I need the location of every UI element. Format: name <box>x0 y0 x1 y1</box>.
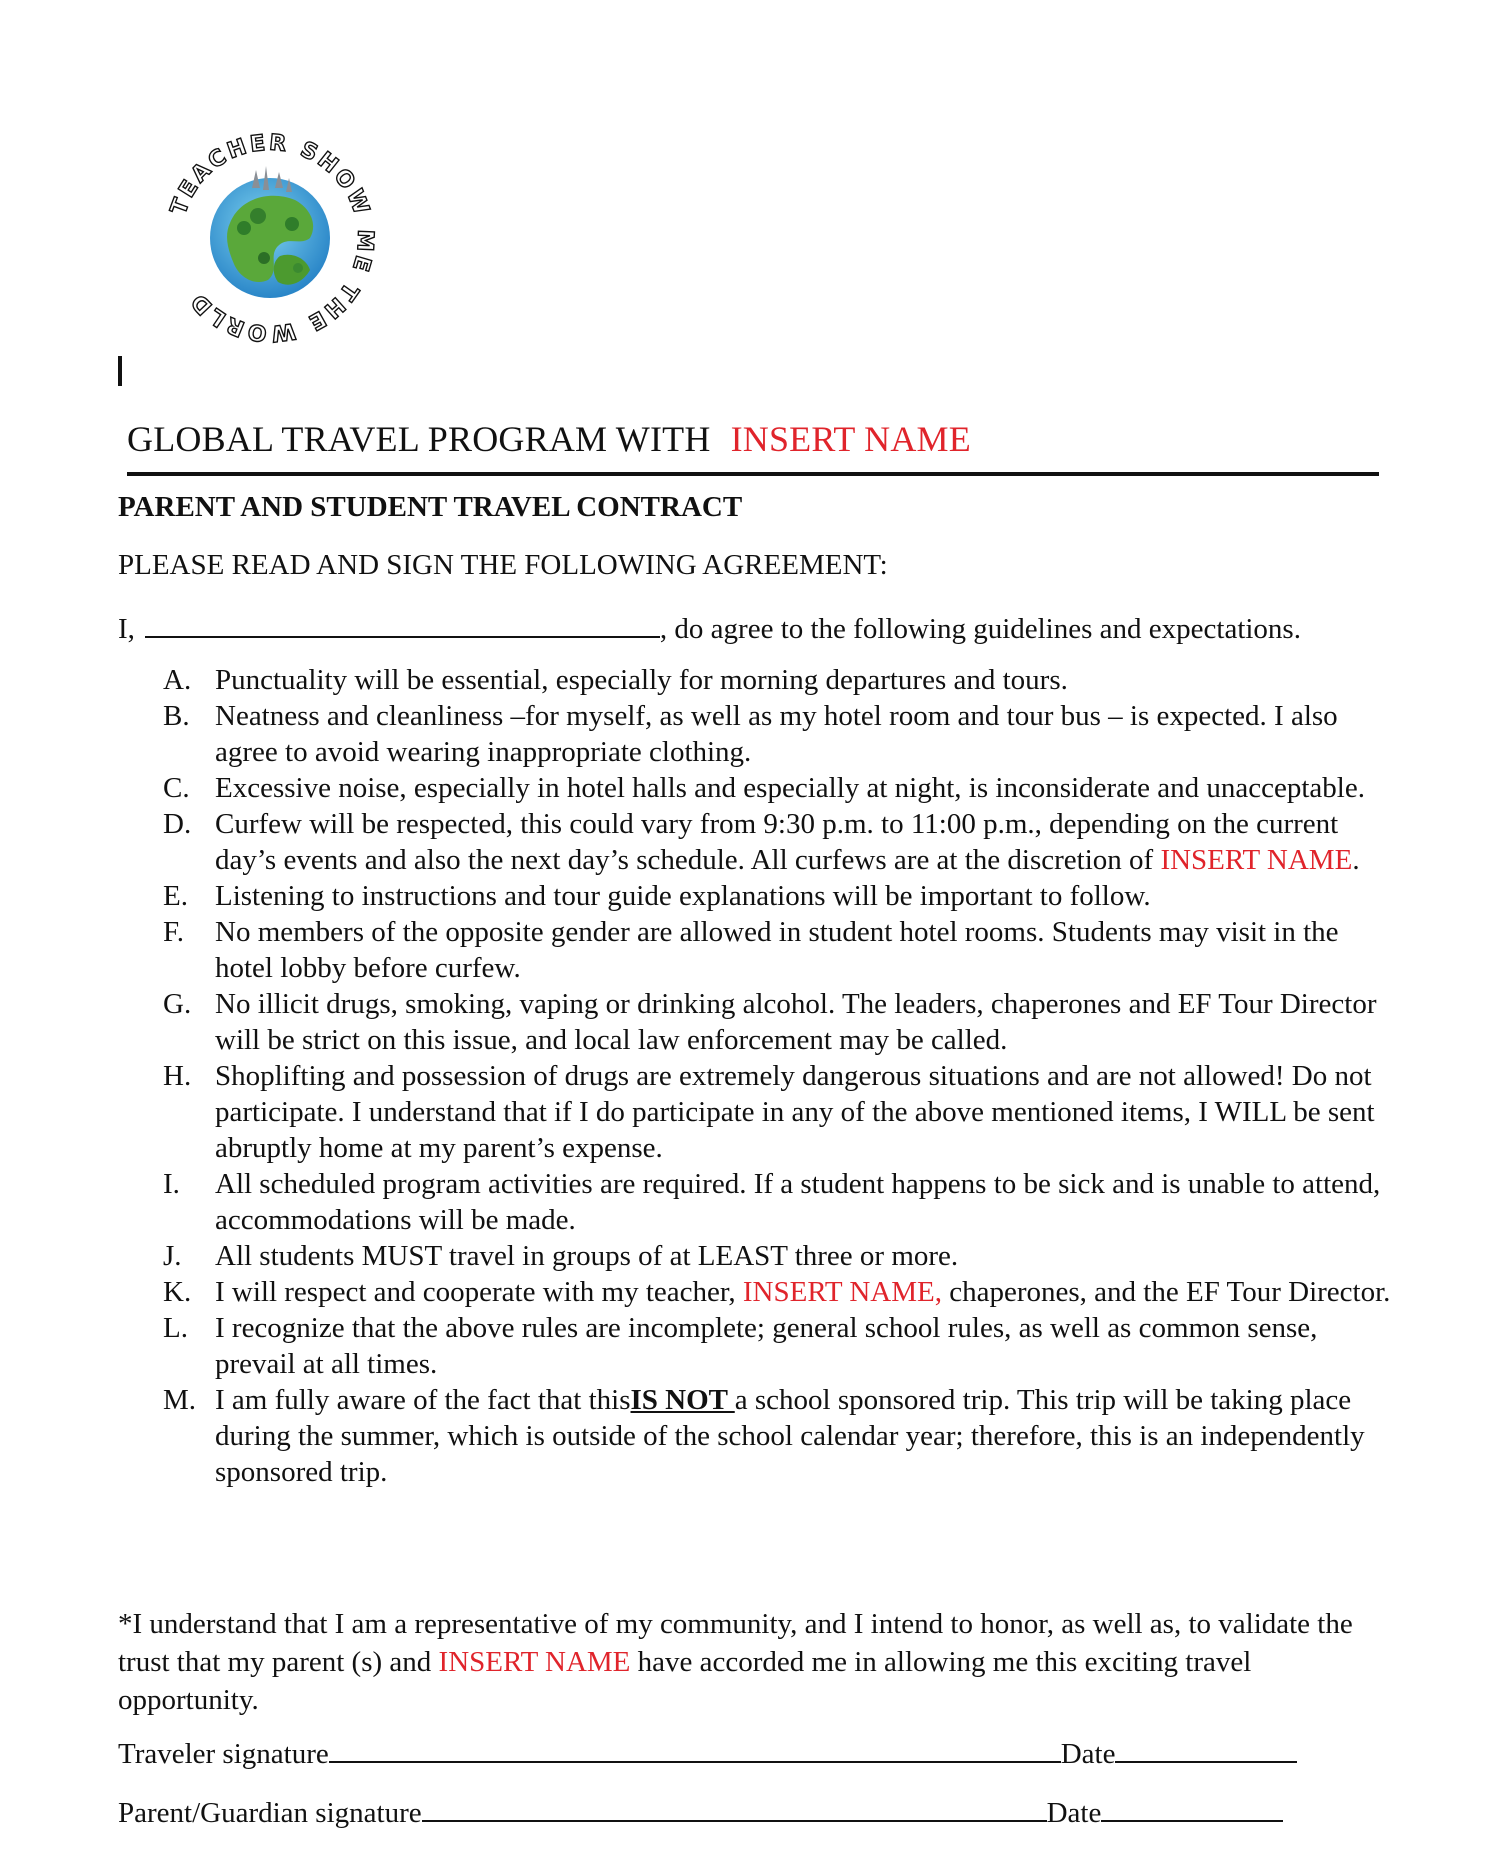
rule-text: No members of the opposite gender are allowed in student hotel rooms. Students may visit in the hotel lobby before curfew. <box>215 916 1339 984</box>
rule-text-after: . <box>1352 844 1360 876</box>
list-item <box>163 662 1393 698</box>
title-text: GLOBAL TRAVEL PROGRAM WITH <box>127 419 711 459</box>
rule-text-after: a school sponsored trip. This trip will be taking place during the summer, which is outside of the school calendar year; therefore, this is an independently sponsored trip. <box>215 1384 1365 1488</box>
list-item <box>163 770 1393 806</box>
instruction-text: PLEASE READ AND SIGN THE FOLLOWING AGREEMENT: <box>118 549 888 581</box>
rule-text: Curfew will be respected, this could vary from 9:30 p.m. to 11:00 p.m., depending on the current day’s events and also the next day’s schedule. All curfews are at the discretion of <box>215 808 1339 876</box>
list-item <box>163 698 1393 770</box>
rule-letter: A. <box>163 664 192 696</box>
rule-text: Shoplifting and possession of drugs are extremely dangerous situations and are not allowed! Do not participate. I understand that if I do participate in any of the above mentioned items, I WILL be sent abruptly home at my parent’s expense. <box>215 1060 1375 1164</box>
globe-icon <box>160 128 380 348</box>
title-insert-name: INSERT NAME <box>730 419 971 459</box>
rules-list <box>163 662 1393 1490</box>
text-cursor <box>118 356 122 386</box>
list-item <box>163 914 1393 986</box>
parent-signature-row <box>118 1792 1283 1830</box>
name-blank-field[interactable] <box>145 608 660 638</box>
date-label: Date <box>1046 1797 1102 1829</box>
rule-letter: H. <box>163 1060 192 1092</box>
closing-text: *I understand that I am a representative of my community, and I intend to honor, as well as, to validate the trust that my parent (s) and <box>118 1608 1353 1678</box>
agreement-suffix: , do agree to the following guidelines and expectations. <box>659 613 1301 645</box>
parent-signature-label: Parent/Guardian signature <box>118 1797 422 1829</box>
rule-letter: K. <box>163 1276 192 1308</box>
rule-text: No illicit drugs, smoking, vaping or drinking alcohol. The leaders, chaperones and EF Tour Director will be strict on this issue, and local law enforcement may be called. <box>215 988 1377 1056</box>
closing-paragraph <box>118 1605 1398 1719</box>
rule-letter: D. <box>163 808 192 840</box>
rule-text: All students MUST travel in groups of at LEAST three or more. <box>215 1240 959 1272</box>
logo-ring-text: TEACHER SHOW ME THE WORLD <box>166 130 378 346</box>
agreement-line <box>118 608 1301 646</box>
list-item <box>163 1166 1393 1238</box>
contract-subtitle: PARENT AND STUDENT TRAVEL CONTRACT <box>118 491 743 523</box>
agreement-prefix: I, <box>118 613 135 645</box>
rule-letter: B. <box>163 700 190 732</box>
date-label: Date <box>1060 1738 1116 1770</box>
rule-letter: C. <box>163 772 190 804</box>
parent-date-field[interactable] <box>1101 1792 1283 1822</box>
rule-text: I will respect and cooperate with my teacher, <box>215 1276 743 1308</box>
list-item <box>163 806 1393 878</box>
rule-text-after: chaperones, and the EF Tour Director. <box>942 1276 1391 1308</box>
list-item <box>163 986 1393 1058</box>
closing-insert-name: INSERT NAME <box>438 1646 631 1678</box>
list-item <box>163 1238 1393 1274</box>
list-item <box>163 1058 1393 1166</box>
rule-text: Punctuality will be essential, especially for morning departures and tours. <box>215 664 1068 696</box>
title-rule <box>127 414 1379 476</box>
list-item <box>163 1382 1393 1490</box>
rule-text: I recognize that the above rules are incomplete; general school rules, as well as common sense, prevail at all times. <box>215 1312 1318 1380</box>
list-item <box>163 1310 1393 1382</box>
rule-insert-name: INSERT NAME, <box>742 1276 942 1308</box>
parent-signature-field[interactable] <box>422 1792 1047 1822</box>
rule-insert-name: INSERT NAME <box>1160 844 1353 876</box>
traveler-signature-row <box>118 1733 1297 1771</box>
traveler-signature-label: Traveler signature <box>118 1738 329 1770</box>
rule-letter: L. <box>163 1312 188 1344</box>
page-title <box>127 418 971 460</box>
list-item <box>163 878 1393 914</box>
rule-text: All scheduled program activities are required. If a student happens to be sick and is unable to attend, accommodations will be made. <box>215 1168 1381 1236</box>
closing-text-after: have accorded me in allowing me this exciting travel opportunity. <box>118 1646 1252 1716</box>
rule-letter: M. <box>163 1384 197 1416</box>
rule-letter: G. <box>163 988 192 1020</box>
rule-letter: I. <box>163 1168 180 1200</box>
teacher-show-me-the-world-logo <box>160 128 380 348</box>
rule-letter: F. <box>163 916 185 948</box>
rule-text: I am fully aware of the fact that this <box>215 1384 631 1416</box>
traveler-date-field[interactable] <box>1115 1733 1297 1763</box>
rule-text: Excessive noise, especially in hotel halls and especially at night, is inconsiderate and unacceptable. <box>215 772 1365 804</box>
rule-letter: J. <box>163 1240 182 1272</box>
rule-text: Listening to instructions and tour guide explanations will be important to follow. <box>215 880 1151 912</box>
rule-letter: E. <box>163 880 188 912</box>
traveler-signature-field[interactable] <box>329 1733 1061 1763</box>
rule-text: Neatness and cleanliness –for myself, as well as my hotel room and tour bus – is expected. I also agree to avoid wearing inappropriate clothing. <box>215 700 1338 768</box>
rule-emphasis: IS NOT <box>630 1384 735 1416</box>
list-item <box>163 1274 1393 1310</box>
